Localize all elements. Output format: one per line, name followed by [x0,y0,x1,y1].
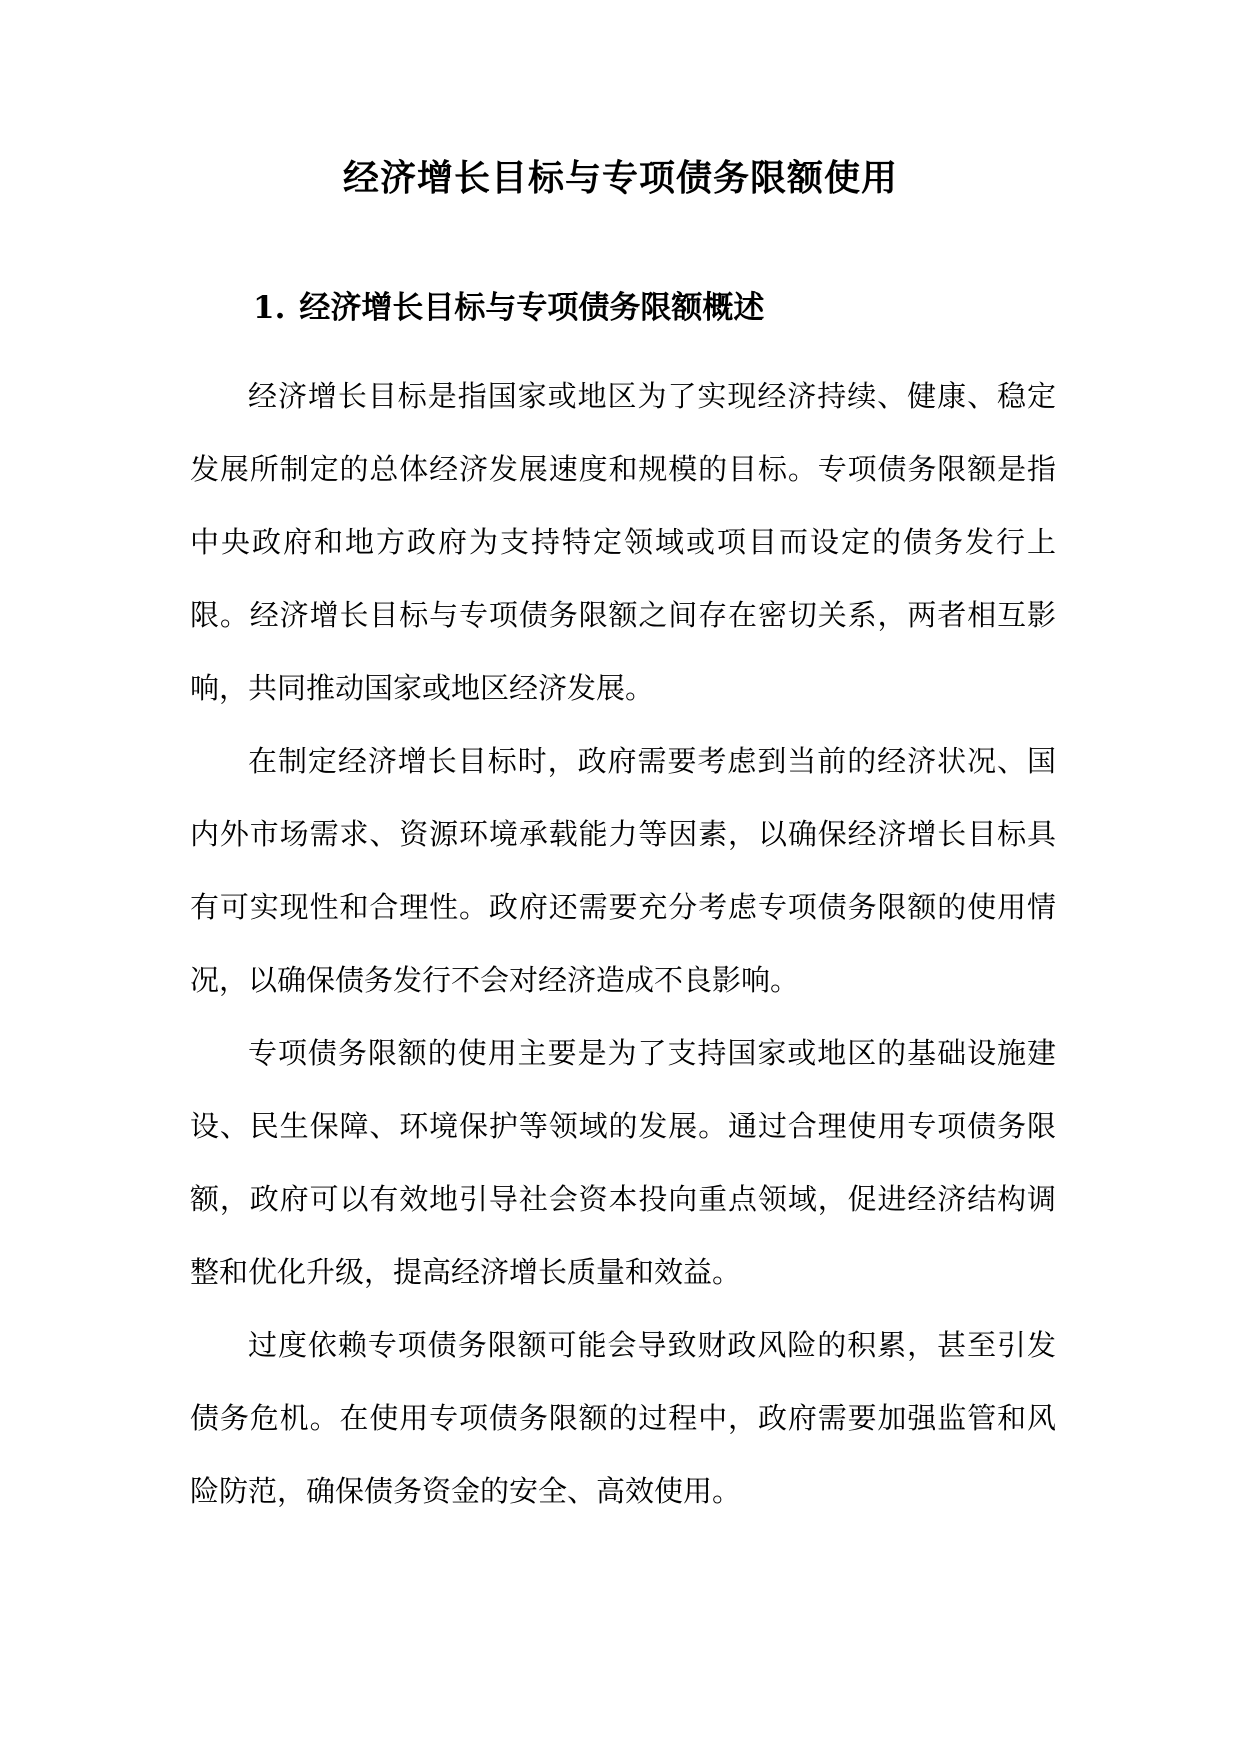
document-title: 经济增长目标与专项债务限额使用 [342,157,898,199]
section-number: 1. [253,290,286,326]
section-heading-text: 经济增长目标与专项债务限额概述 [299,290,765,326]
document-body [190,360,1056,1528]
paragraph-1: 经济增长目标是指国家或地区为了实现经济持续、健康、稳定发展所制定的总体经济发展速度和规模的目标。专项债务限额是指中央政府和地方政府为支持特定领域或项目而设定的债务发行上限。经济增长目标与专项债务限额之间存在密切关系，两者相互影响，共同推动国家或地区经济发展。 [190,379,1056,705]
paragraph-2: 在制定经济增长目标时，政府需要考虑到当前的经济状况、国内外市场需求、资源环境承载能力等因素，以确保经济增长目标具有可实现性和合理性。政府还需要充分考虑专项债务限额的使用情况，以确保债务发行不会对经济造成不良影响。 [190,744,1056,997]
paragraph-3: 专项债务限额的使用主要是为了支持国家或地区的基础设施建设、民生保障、环境保护等领域的发展。通过合理使用专项债务限额，政府可以有效地引导社会资本投向重点领域，促进经济结构调整和优化升级，提高经济增长质量和效益。 [190,1036,1056,1289]
paragraph-4: 过度依赖专项债务限额可能会导致财政风险的积累，甚至引发债务危机。在使用专项债务限额的过程中，政府需要加强监管和风险防范，确保债务资金的安全、高效使用。 [190,1328,1056,1508]
section-heading [253,282,764,327]
